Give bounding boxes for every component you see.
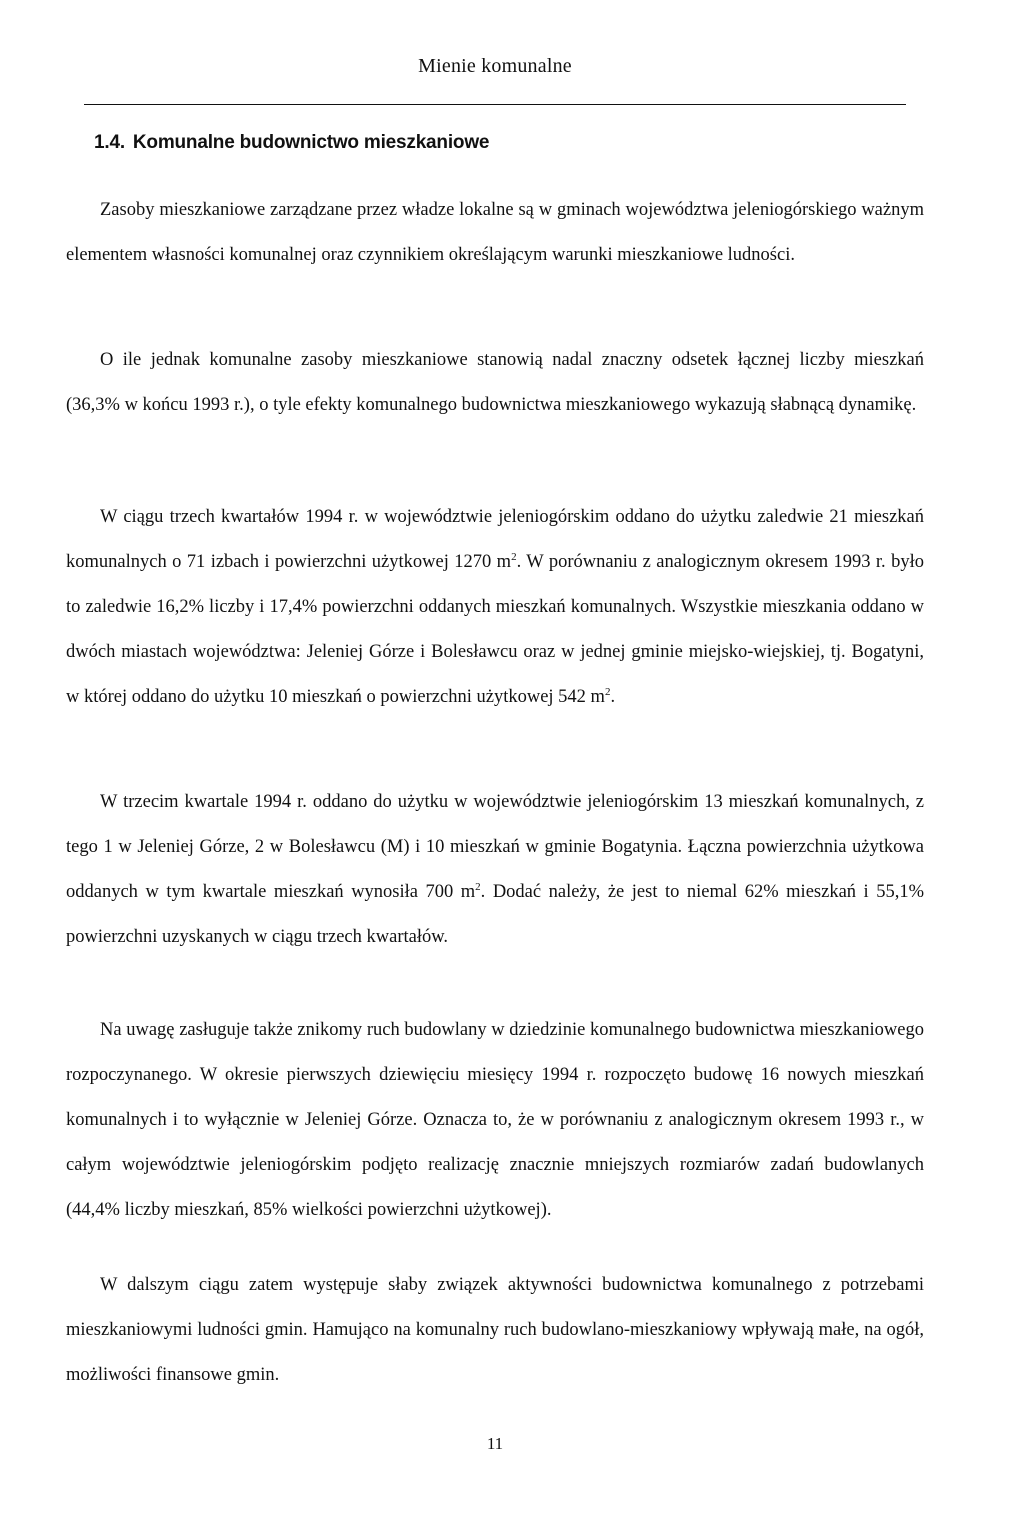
superscript-squared: 2 (604, 685, 611, 698)
superscript-squared: 2 (475, 880, 481, 893)
header-rule (84, 104, 906, 105)
paragraph-4-part-b: . Dodać należy, że jest to niemal 62% mieszkań i 55,1% powierzchni uzyskanych w ciągu trzech kwartałów. (66, 882, 924, 947)
superscript-squared: 2 (511, 550, 517, 563)
running-header: Mienie komunalne (418, 55, 572, 77)
document-page (66, 0, 924, 1525)
paragraph-4 (66, 780, 924, 960)
paragraph-5: Na uwagę zasługuje także znikomy ruch budowlany w dziedzinie komunalnego budownictwa mieszkaniowego rozpoczynanego. W okresie pierwszych dziewięciu miesięcy 1994 r. rozpoczęto budowę 16 nowych mieszkań komunalnych i to wyłącznie w Jeleniej Górze. Oznacza to, że w porównaniu z analogicznym okresem 1993 r., w całym województwie jeleniogórskim podjęto realizację znacznie mniejszych rozmiarów zadań budowlanych (44,4% liczby mieszkań, 85% wielkości powierzchni użytkowej). (66, 1020, 924, 1220)
page-number: 11 (486, 1434, 504, 1453)
paragraph-1: Zasoby mieszkaniowe zarządzane przez władze lokalne są w gminach województwa jeleniogórskiego ważnym elementem własności komunalnej oraz czynnikiem określającym warunki mieszkaniowe ludności. (66, 200, 924, 265)
paragraph-3-part-a: W ciągu trzech kwartałów 1994 r. w województwie jeleniogórskim oddano do użytku zaledwie 21 mieszkań komunalnych o 71 izbach i powierzchni użytkowej 1270 m (66, 507, 924, 572)
paragraph-3-part-b: . W porównaniu z analogicznym okresem 1993 r. było to zaledwie 16,2% liczby i 17,4% powierzchni oddanych mieszkań komunalnych. Wszystkie mieszkania oddano w dwóch miastach województwa: Jeleniej Górze i Bolesławcu oraz w jednej gminie miejsko-wiejskiej, tj. Bogatyni, w której oddano do użytku 10 mieszkań o powierzchni użytkowej 542 m (66, 552, 924, 707)
paragraph-2: O ile jednak komunalne zasoby mieszkaniowe stanowią nadal znaczny odsetek łącznej liczby mieszkań (36,3% w końcu 1993 r.), o tyle efekty komunalnego budownictwa mieszkaniowego wykazują słabnącą dynamikę. (66, 350, 924, 415)
paragraph-6: W dalszym ciągu zatem występuje słaby związek aktywności budownictwa komunalnego z potrzebami mieszkaniowymi ludności gmin. Hamująco na komunalny ruch budowlano-mieszkaniowy wpływają małe, na ogół, możliwości finansowe gmin. (66, 1275, 924, 1385)
section-heading (94, 132, 489, 154)
paragraph-3 (66, 495, 924, 720)
paragraph-3-part-c: . (610, 687, 616, 707)
paragraph-4-part-a: W trzecim kwartale 1994 r. oddano do użytku w województwie jeleniogórskim 13 mieszkań komunalnych, z tego 1 w Jeleniej Górze, 2 w Bolesławcu (M) i 10 mieszkań w gminie Bogatynia. Łączna powierzchnia użytkowa oddanych w tym kwartale mieszkań wynosiła 700 m (66, 792, 924, 902)
section-number: 1.4. (94, 132, 125, 153)
section-title: Komunalne budownictwo mieszkaniowe (132, 132, 490, 153)
